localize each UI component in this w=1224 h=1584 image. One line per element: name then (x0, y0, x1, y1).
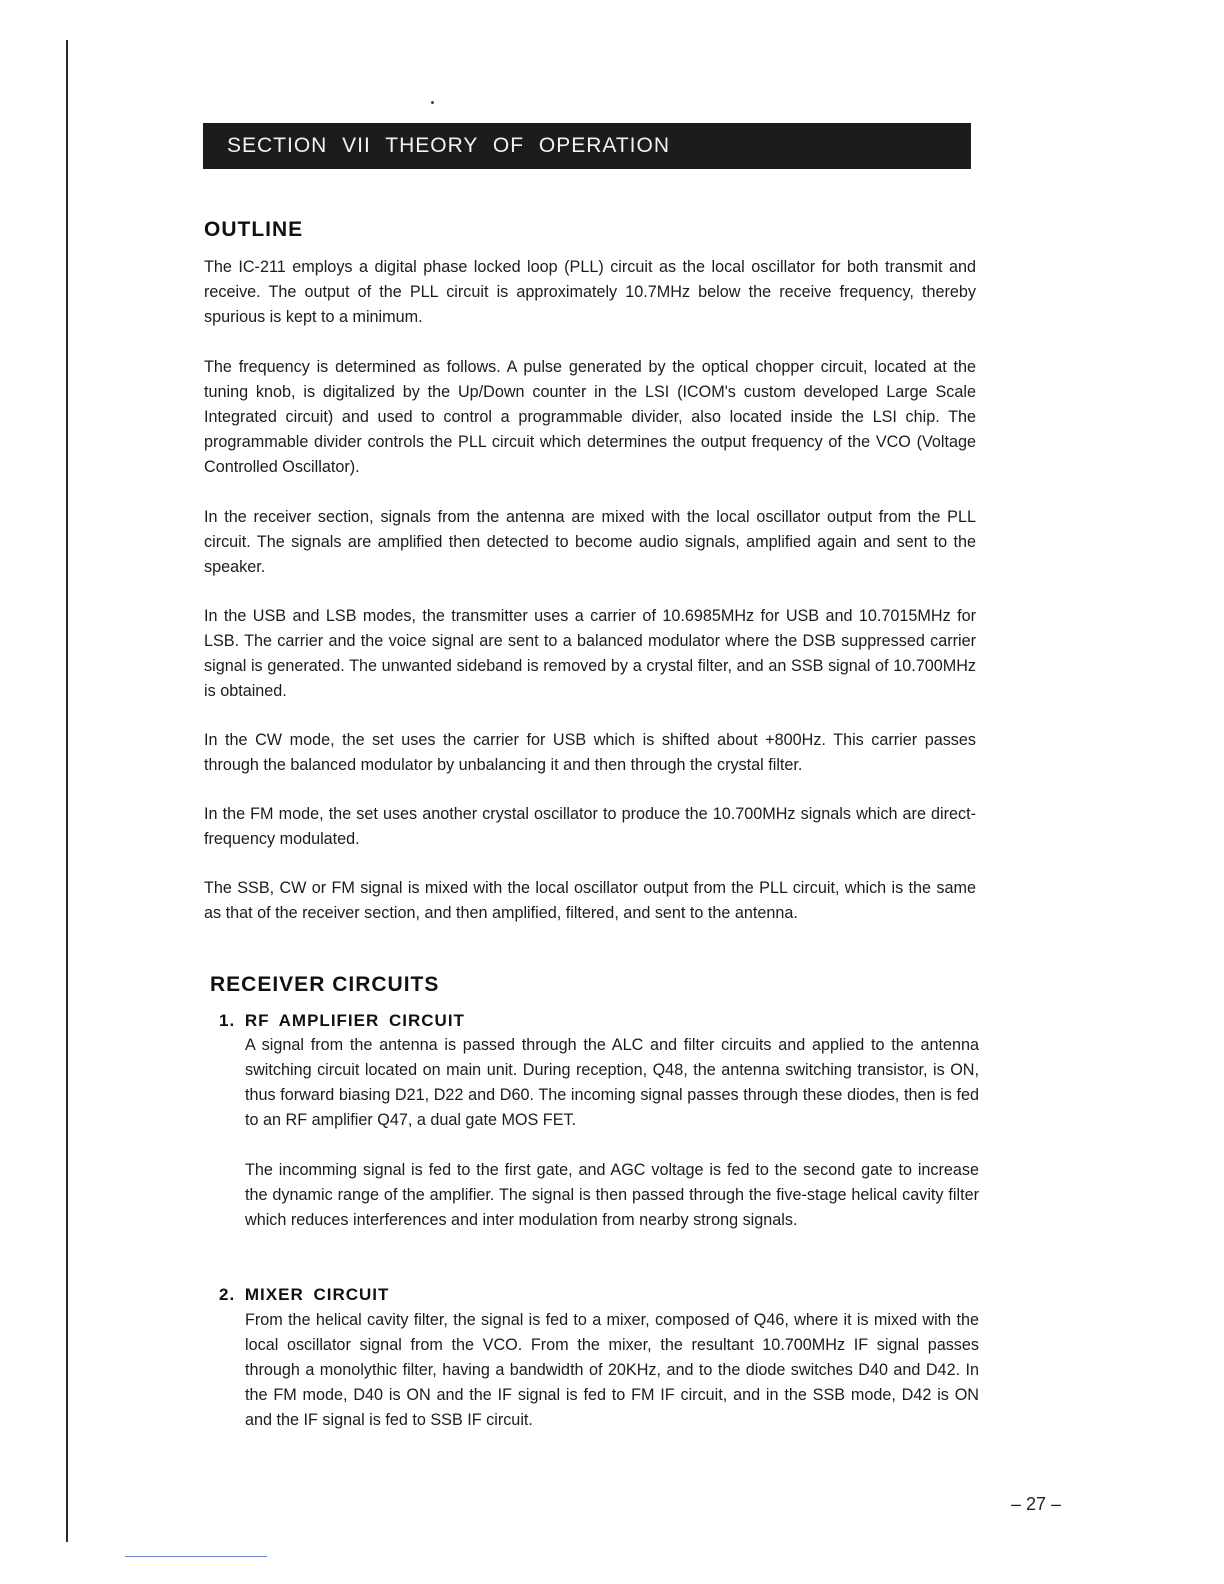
scan-speck (431, 101, 434, 104)
rf-amplifier-heading: 1. RF AMPLIFIER CIRCUIT (219, 1011, 465, 1030)
outline-paragraph: The SSB, CW or FM signal is mixed with the local oscillator output from the PLL circuit, which is the same as that of the receiver section, and then amplified, filtered, and sent to the antenna. (204, 879, 976, 922)
scan-edge-line (125, 1556, 267, 1557)
receiver-circuits-heading: RECEIVER CIRCUITS (210, 973, 440, 996)
outline-paragraph: In the USB and LSB modes, the transmitter uses a carrier of 10.6985MHz for USB and 10.7015MHz for LSB. The carrier and the voice signal are sent to a balanced modulator where the DSB suppressed carrier signal is generated. The unwanted sideband is removed by a crystal filter, and an SSB signal of 10.700MHz is obtained. (204, 607, 976, 700)
rf-amplifier-paragraph: The incomming signal is fed to the first gate, and AGC voltage is fed to the second gate to increase the dynamic range of the amplifier. The signal is then passed through the five-stage helical cavity filter which reduces interferences and inter modulation from nearby strong signals. (245, 1161, 979, 1229)
outline-paragraph: In the FM mode, the set uses another crystal oscillator to produce the 10.700MHz signals which are direct-frequency modulated. (204, 805, 976, 848)
outline-heading: OUTLINE (204, 218, 304, 241)
mixer-circuit-heading: 2. MIXER CIRCUIT (219, 1285, 390, 1304)
outline-paragraph: The IC-211 employs a digital phase locked loop (PLL) circuit as the local oscillator for both transmit and receive. The output of the PLL circuit is approximately 10.7MHz below the receive frequency, thereby spurious is kept to a minimum. (204, 258, 976, 326)
section-title-banner: SECTION VII THEORY OF OPERATION (203, 123, 971, 169)
page-binding-line (66, 40, 68, 1542)
outline-paragraph: In the CW mode, the set uses the carrier for USB which is shifted about +800Hz. This carrier passes through the balanced modulator by unbalancing it and then through the crystal filter. (204, 731, 976, 774)
outline-paragraph: In the receiver section, signals from the antenna are mixed with the local oscillator output from the PLL circuit. The signals are amplified then detected to become audio signals, amplified again and sent to the speaker. (204, 508, 976, 576)
page-number: – 27 – (1011, 1494, 1062, 1514)
rf-amplifier-paragraph: A signal from the antenna is passed through the ALC and filter circuits and applied to the antenna switching circuit located on main unit. During reception, Q48, the antenna switching transistor, is ON, thus forward biasing D21, D22 and D60. The incoming signal passes through these diodes, then is fed to an RF amplifier Q47, a dual gate MOS FET. (245, 1036, 979, 1129)
mixer-circuit-paragraph: From the helical cavity filter, the signal is fed to a mixer, composed of Q46, where it is mixed with the local oscillator signal from the VCO. From the mixer, the resultant 10.700MHz IF signal passes through a monolythic filter, having a bandwidth of 20KHz, and to the diode switches D40 and D42. In the FM mode, D40 is ON and the IF signal is fed to FM IF circuit, and in the SSB mode, D42 is ON and the IF signal is fed to SSB IF circuit. (245, 1311, 979, 1429)
outline-paragraph: The frequency is determined as follows. A pulse generated by the optical chopper circuit, located at the tuning knob, is digitalized by the Up/Down counter in the LSI (ICOM's custom developed Large Scale Integrated circuit) and used to control a programmable divider, also located inside the LSI chip. The programmable divider controls the PLL circuit which determines the output frequency of the VCO (Voltage Controlled Oscillator). (204, 358, 976, 476)
